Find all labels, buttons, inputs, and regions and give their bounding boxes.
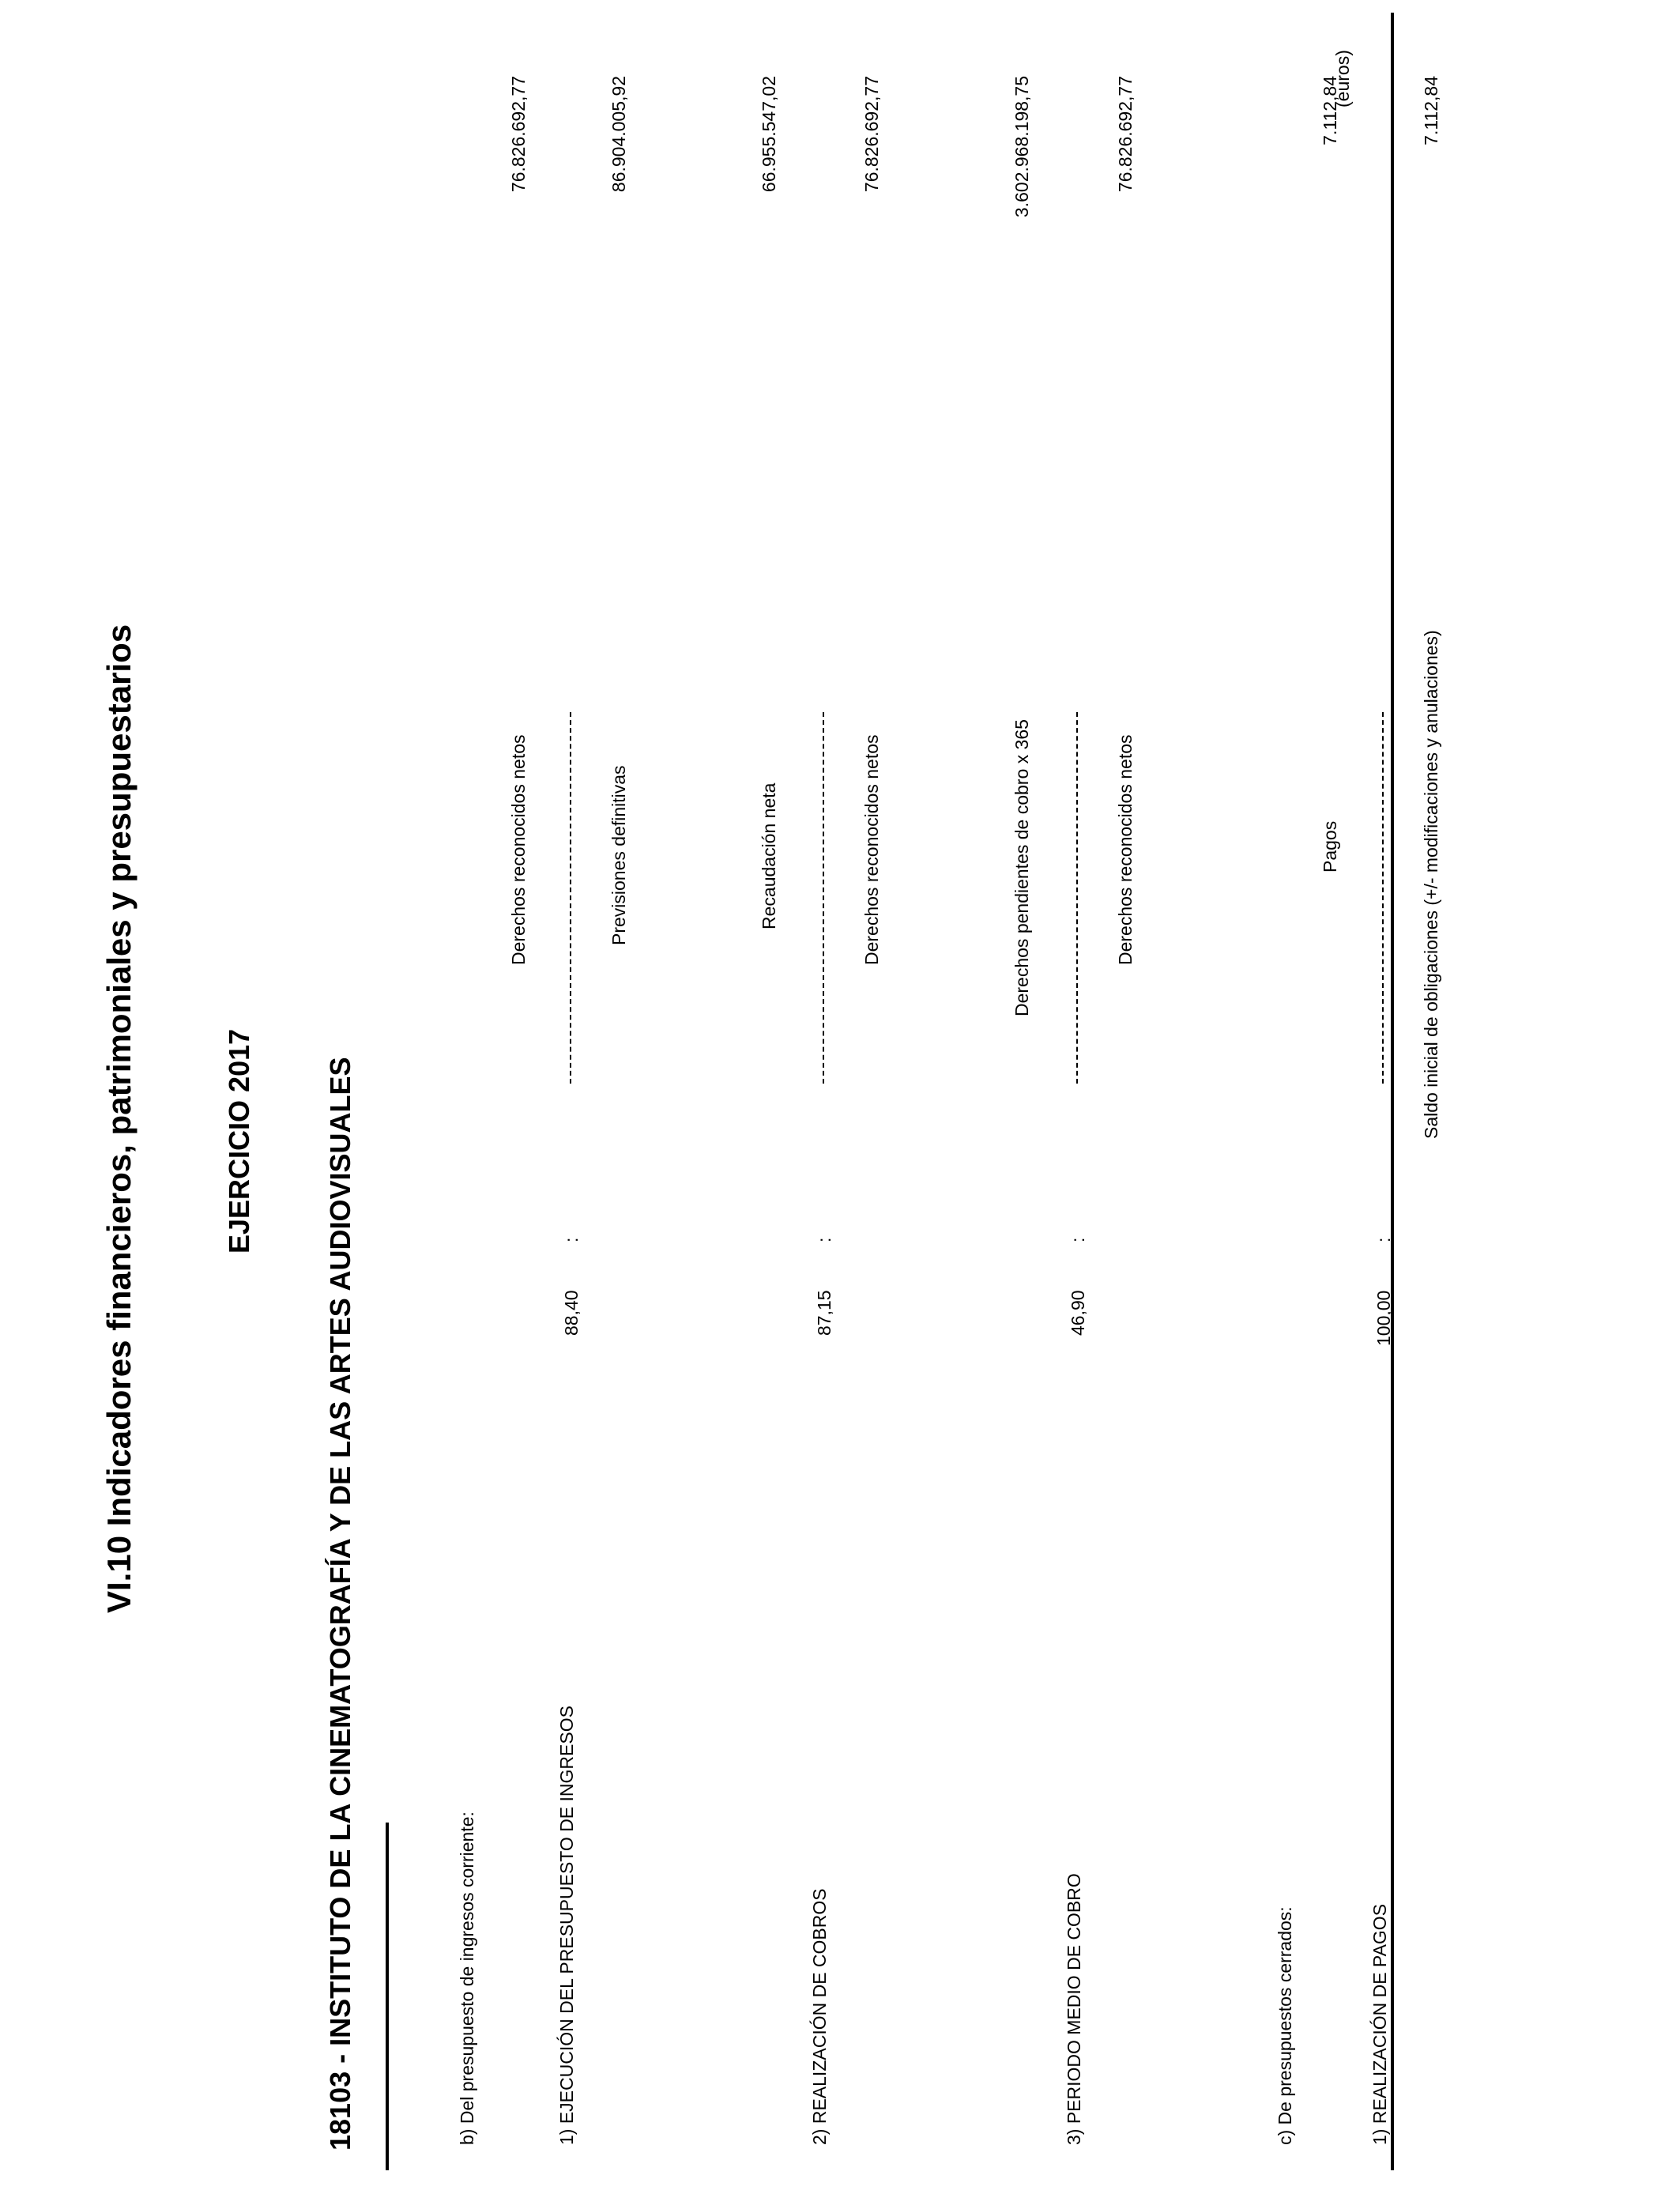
page-title: VI.10 Indicadores financieros, patrimoniales y presupuestarios (100, 624, 137, 1613)
colon: : (561, 1237, 582, 1242)
right-border-rule (1391, 13, 1394, 2170)
indicator-value: 46,90 (1068, 1290, 1088, 1336)
exercise-heading: EJERCICIO 2017 (223, 1028, 255, 1253)
fraction-line (570, 712, 571, 1084)
fraction-line (1076, 712, 1078, 1084)
colon: : (814, 1237, 834, 1242)
fraction-line (823, 712, 824, 1084)
fraction-line (1382, 712, 1384, 1084)
denominator-value: 86.904.005,92 (608, 76, 629, 193)
denominator-value: 76.826.692,77 (1115, 76, 1136, 193)
indicator-value: 87,15 (814, 1290, 834, 1336)
numerator-label: Pagos (1320, 820, 1340, 873)
denominator-label: Saldo inicial de obligaciones (+/- modificaciones y anulaciones) (1421, 630, 1441, 1139)
colon: : (1068, 1237, 1088, 1242)
numerator-value: 3.602.968.198,75 (1011, 76, 1032, 218)
indicator-label: 1) EJECUCIÓN DEL PRESUPUESTO DE INGRESOS (556, 1706, 577, 2145)
numerator-label: Derechos pendientes de cobro x 365 (1011, 719, 1032, 1016)
indicator-label: 1) REALIZACIÓN DE PAGOS (1369, 1903, 1390, 2145)
denominator-value: 7.112,84 (1421, 76, 1441, 145)
numerator-label: Derechos reconocidos netos (508, 734, 529, 965)
colon: : (1373, 1237, 1394, 1242)
numerator-value: 7.112,84 (1320, 76, 1340, 145)
indicator-value: 88,40 (561, 1290, 582, 1336)
denominator-label: Previsiones definitivas (608, 765, 629, 945)
numerator-value: 76.826.692,77 (508, 76, 529, 193)
indicator-value: 100,00 (1373, 1290, 1394, 1346)
numerator-label: Recaudación neta (759, 782, 779, 929)
section-b-heading: b) Del presupuesto de ingresos corriente: (457, 1811, 477, 2145)
denominator-label: Derechos reconocidos netos (1115, 734, 1136, 965)
denominator-value: 76.826.692,77 (861, 76, 882, 193)
denominator-label: Derechos reconocidos netos (861, 734, 882, 965)
section-c-heading: c) De presupuestos cerrados: (1275, 1906, 1295, 2145)
numerator-value: 66.955.547,02 (759, 76, 779, 193)
indicator-label: 3) PERIODO MEDIO DE COBRO (1064, 1873, 1084, 2145)
units-label: (euros) (1332, 50, 1353, 107)
entity-underline (386, 1823, 389, 2170)
indicator-label: 2) REALIZACIÓN DE COBROS (809, 1888, 830, 2145)
entity-heading: 18103 - INSTITUTO DE LA CINEMATOGRAFÍA Y DE LAS ARTES AUDIOVISUALES (324, 1057, 356, 2151)
